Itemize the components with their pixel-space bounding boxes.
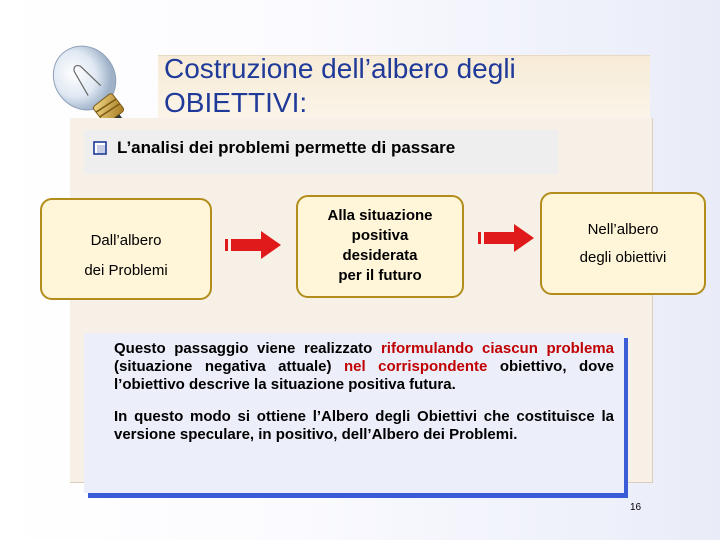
middle-line-1: Alla situazione (327, 207, 433, 224)
to-line-2: degli obiettivi (579, 249, 667, 266)
p1-text-c: obiettivo, dove l’obiettivo descrive la situazione positiva futura. (114, 358, 614, 393)
explanation-callout (84, 333, 624, 493)
checkbox-bullet-icon (93, 141, 107, 155)
p1-text-a: Questo passaggio viene realizzato (114, 340, 381, 357)
future-situation-box (296, 195, 464, 298)
middle-line-4: per il futuro (338, 267, 422, 284)
middle-line-2: positiva (351, 227, 409, 244)
objectives-tree-box (540, 192, 706, 295)
slide-title: Costruzione dell’albero degli OBIETTIVI: (164, 53, 516, 118)
from-line-2: dei Problemi (84, 262, 168, 279)
red-arrow-icon (477, 223, 535, 253)
from-line-1: Dall’albero (90, 232, 162, 249)
middle-line-3: desiderata (342, 247, 418, 264)
bullet-text: L’analisi dei problemi permette di passare (117, 138, 456, 157)
p1-highlight-b: nel corrispondente (344, 358, 488, 375)
to-line-1: Nell’albero (587, 221, 659, 238)
paragraph-1 (114, 340, 614, 394)
p1-text-b: (situazione negativa attuale) (114, 358, 344, 375)
paragraph-2: In questo modo si ottiene l’Albero degli Obiettivi che costituisce la versione speculare, in positivo, dell’Albero dei Problemi. (114, 408, 614, 443)
red-arrow-icon (224, 230, 282, 260)
page-number: 16 (630, 502, 642, 513)
p1-highlight-a: riformulando ciascun problema (380, 340, 614, 357)
light-bulb-icon (40, 30, 150, 130)
from-problems-box (40, 198, 212, 300)
